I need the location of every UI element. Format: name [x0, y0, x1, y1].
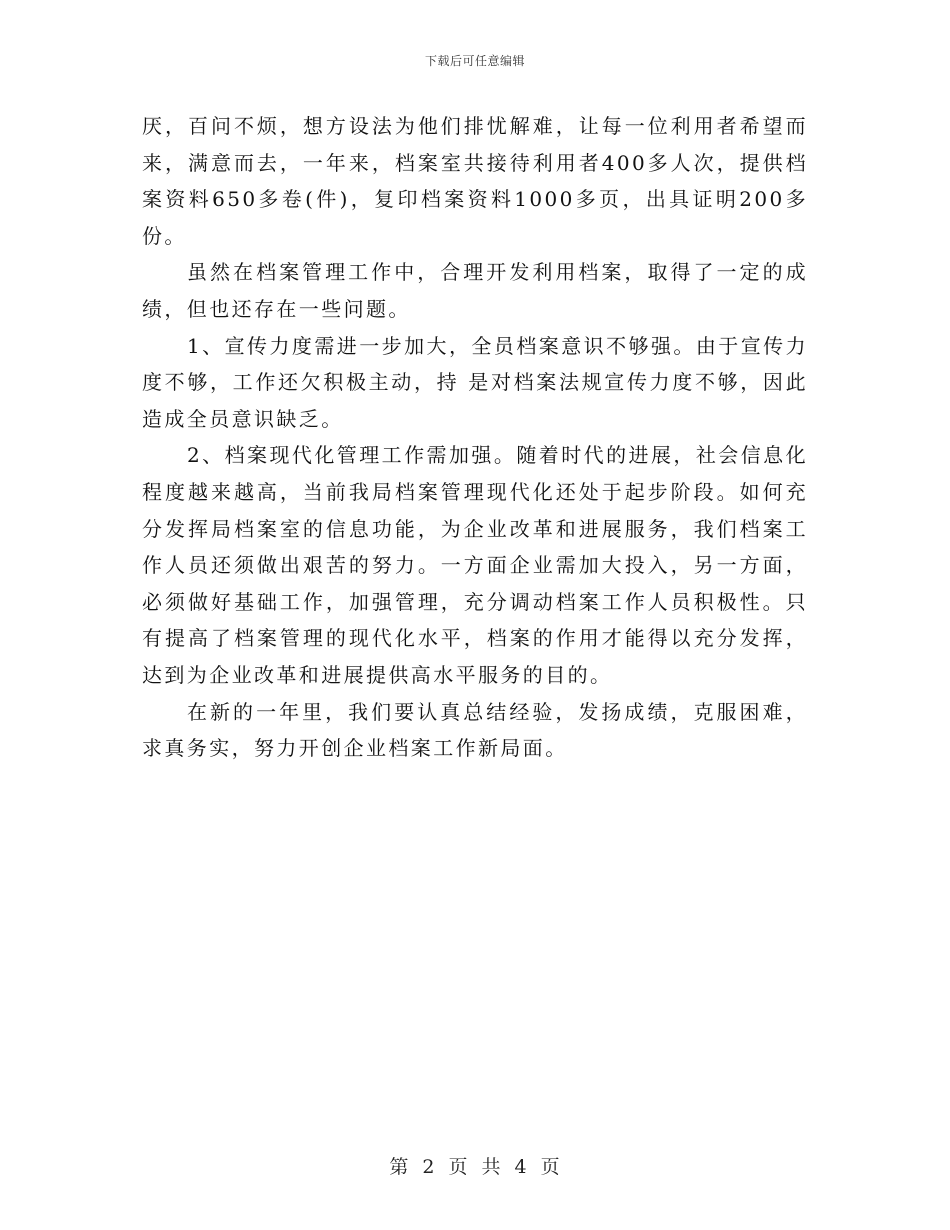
page-footer: 第 2 页 共 4 页: [389, 1156, 561, 1178]
paragraph-1: 厌，百问不烦，想方设法为他们排忧解难，让每一位利用者希望而来，满意而去，一年来，档案室共接待利用者400多人次，提供档案资料650多卷(件)，复印档案资料1000多页，出具证明200多份。: [142, 114, 808, 248]
paragraph-3: 1、宣传力度需进一步加大，全员档案意识不够强。由于宣传力度不够，工作还欠积极主动，持 是对档案法规宣传力度不够，因此造成全员意识缺乏。: [142, 333, 808, 431]
page-header: 下载后可任意编辑: [424, 54, 525, 68]
paragraph-4: 2、档案现代化管理工作需加强。随着时代的进展，社会信息化程度越来越高，当前我局档案管理现代化还处于起步阶段。如何充分发挥局档案室的信息功能，为企业改革和进展服务，我们档案工作人员还须做出艰苦的努力。一方面企业需加大投入，另一方面，必须做好基础工作，加强管理，充分调动档案工作人员积极性。只有提高了档案管理的现代化水平，档案的作用才能得以充分发挥，达到为企业改革和进展提供高水平服务的目的。: [142, 443, 808, 687]
paragraph-2: 虽然在档案管理工作中，合理开发利用档案，取得了一定的成绩，但也还存在一些问题。: [142, 260, 808, 321]
paragraph-5: 在新的一年里，我们要认真总结经验，发扬成绩，克服困难，求真务实，努力开创企业档案工作新局面。: [142, 699, 808, 761]
body-text: [142, 108, 808, 767]
